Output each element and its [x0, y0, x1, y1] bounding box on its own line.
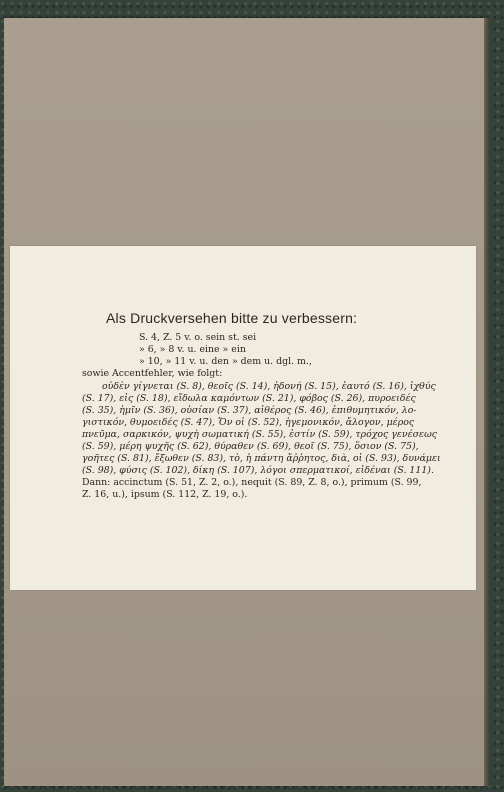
correction-line: » 6, » 8 v. u. eine » ein — [139, 344, 246, 355]
errata-title: Als Druckversehen bitte zu verbessern: — [106, 310, 358, 326]
accent-line: γιστικόν, θυμοειδές (S. 47), Ὄν οἱ (S. 52), ἡγεμονικόν, ἄλογον, μέρος — [82, 417, 415, 428]
accent-intro: sowie Accentfehler, wie folgt: — [82, 368, 223, 379]
accent-line: (S. 98), φύσις (S. 102), δίκη (S. 107), λόγοι σπερματικοί, εἰδέναι (S. 111). — [82, 465, 434, 476]
correction-line: » 10, » 11 v. u. den » dem u. dgl. m., — [139, 356, 312, 367]
errata-slip — [10, 246, 476, 590]
dann-line: Z. 16, u.), ipsum (S. 112, Z. 19, o.). — [82, 489, 248, 500]
book-page — [4, 18, 484, 786]
correction-line: S. 4, Z. 5 v. o. sein st. sei — [139, 332, 257, 343]
accent-line: (S. 59), μέρη ψυχῆς (S. 62), θύραθεν (S. 69), θεοῖ (S. 75), ὅσιον (S. 75), — [82, 441, 419, 452]
accent-line: (S. 17), εἰς (S. 18), εἴδωλα καμόντων (S. 21), φόβος (S. 26), πυροειδές — [82, 393, 416, 404]
accent-line: γοῆτες (S. 81), ἔξωθεν (S. 83), τὸ, ἡ πάντη ἄῤῥητος, διὰ, οἱ (S. 93), δυνάμει — [82, 453, 441, 464]
accent-line: οὐδὲν γίγνεται (S. 8), θεοῖς (S. 14), ἡδονή (S. 15), ἑαυτό (S. 16), ἰχθύς — [102, 381, 436, 392]
page-edge — [484, 18, 490, 786]
dann-line: Dann: accinctum (S. 51, Z. 2, o.), nequit (S. 89, Z. 8, o.), primum (S. 99, — [82, 477, 422, 488]
accent-line: (S. 35), ἡμῖν (S. 36), οὐσίαν (S. 37), αἰθέρος (S. 46), ἐπιθυμητικόν, λο- — [82, 405, 417, 416]
accent-line: πνεῦμα, σαρκικόν, ψυχὴ σωματική (S. 55), ἐστίν (S. 59), τρόχος γενέσεως — [82, 429, 437, 440]
